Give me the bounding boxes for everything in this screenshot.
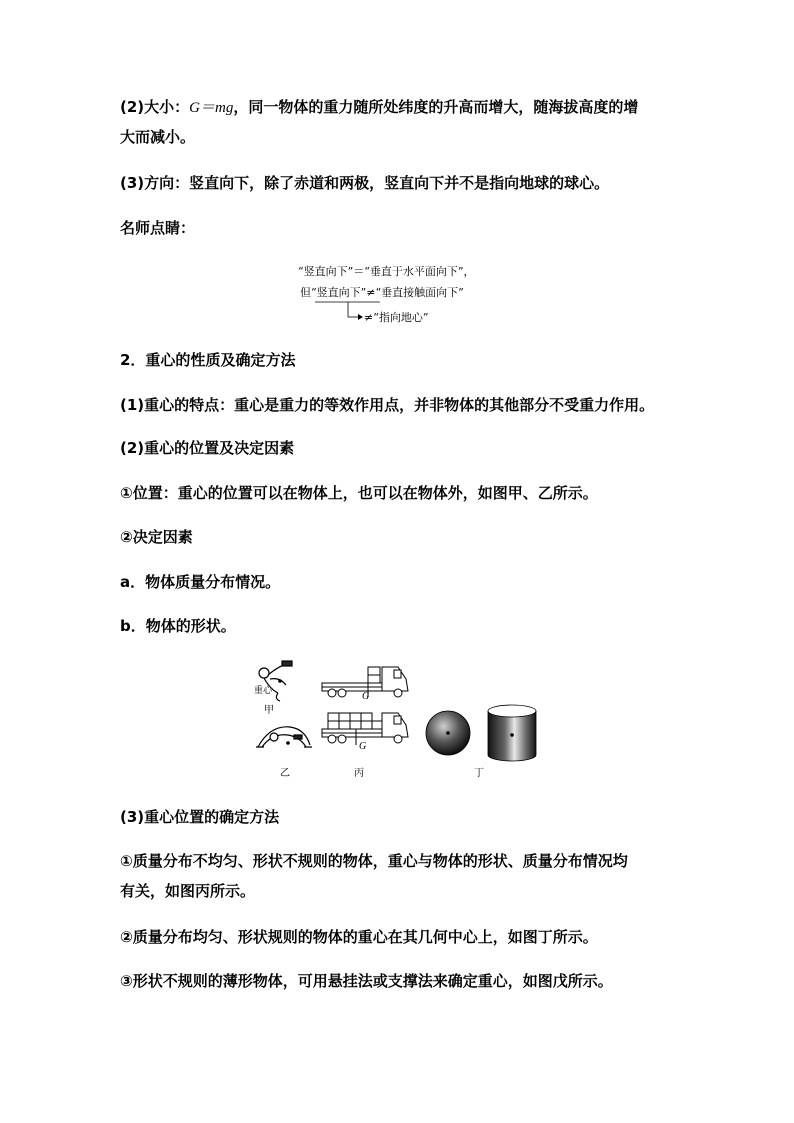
center-dot-yi xyxy=(286,741,290,745)
label-ding: 丁 xyxy=(474,768,484,779)
section-2-heading: 2．重心的性质及确定方法 xyxy=(120,351,296,369)
item-position: ①位置：重心的位置可以在物体上，也可以在物体外，如图甲、乙所示。 xyxy=(120,484,598,502)
paragraph-size xyxy=(120,97,638,118)
tip-line-3: ≠“指向地心” xyxy=(364,311,429,324)
tip-line-2: 但“竖直向下”≠“垂直接触面向下” xyxy=(300,286,464,299)
label-jia: 甲 xyxy=(264,705,274,716)
item-b: b．物体的形状。 xyxy=(120,617,236,635)
section-3-heading: (3)重心位置的确定方法 xyxy=(120,808,280,826)
figure-center-of-gravity xyxy=(250,655,540,779)
method-item-2: ②质量分布均匀、形状规则的物体的重心在其几何中心上，如图丁所示。 xyxy=(120,928,598,946)
paragraph-size-cont: 大而减小。 xyxy=(120,128,196,146)
method-item-1: ①质量分布不均匀、形状不规则的物体，重心与物体的形状、质量分布情况均 xyxy=(120,852,628,870)
method-item-3: ③形状不规则的薄形物体，可用悬挂法或支撑法来确定重心，如图戊所示。 xyxy=(120,972,613,990)
center-dot-sphere xyxy=(446,731,450,735)
gravity-formula: G＝mg xyxy=(189,100,234,116)
tip-line-1: “竖直向下”＝“垂直于水平面向下”， xyxy=(298,265,475,278)
size-prefix: (2)大小： xyxy=(120,98,190,116)
jumper-arched-illustration xyxy=(256,727,312,747)
paragraph-feature: (1)重心的特点：重心是重力的等效作用点，并非物体的其他部分不受重力作用。 xyxy=(120,396,655,414)
tip-title: 名师点睛： xyxy=(120,219,196,237)
paragraph-position-factors: (2)重心的位置及决定因素 xyxy=(120,439,295,457)
size-text: ，同一物体的重力随所处纬度的升高而增大，随海拔高度的增 xyxy=(233,98,639,116)
item-a: a．物体质量分布情况。 xyxy=(120,573,281,591)
label-g-bottom: G xyxy=(359,741,367,752)
item-factors: ②决定因素 xyxy=(120,528,193,546)
center-dot-jia xyxy=(278,679,282,683)
center-dot-cylinder xyxy=(510,733,514,737)
cylinder-illustration xyxy=(488,705,536,761)
method-item-1-cont: 有关，如图丙所示。 xyxy=(120,882,256,900)
label-g-top: G xyxy=(362,691,370,702)
label-bing: 丙 xyxy=(354,768,364,779)
label-yi: 乙 xyxy=(280,768,290,779)
label-zhongxin: 重心 xyxy=(254,686,273,696)
figure-drawing xyxy=(250,655,540,775)
paragraph-direction: (3)方向：竖直向下，除了赤道和两极，竖直向下并不是指向地球的球心。 xyxy=(120,174,610,192)
